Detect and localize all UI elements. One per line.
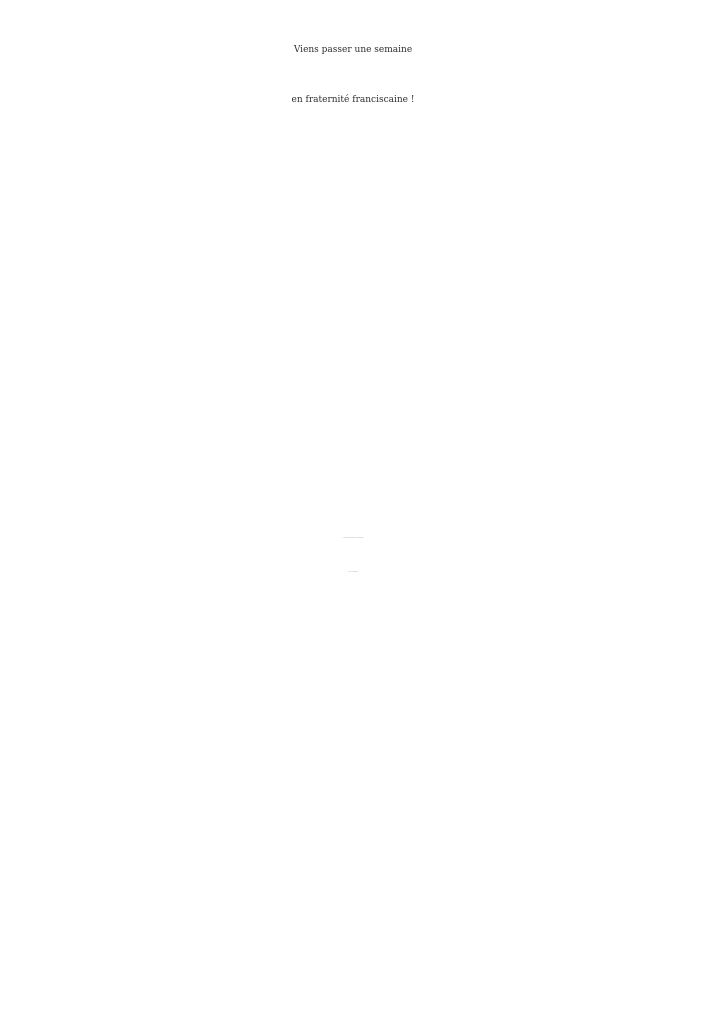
title-line-2: en fraternité franciscaine ! <box>291 95 415 105</box>
title-line-1: Viens passer une semaine <box>293 45 413 55</box>
simplicite-line-2: (6 à 10 personnes) <box>348 572 358 573</box>
simplicite-line-1: Le tout dans la simplicité et en fraternité <box>342 538 364 539</box>
